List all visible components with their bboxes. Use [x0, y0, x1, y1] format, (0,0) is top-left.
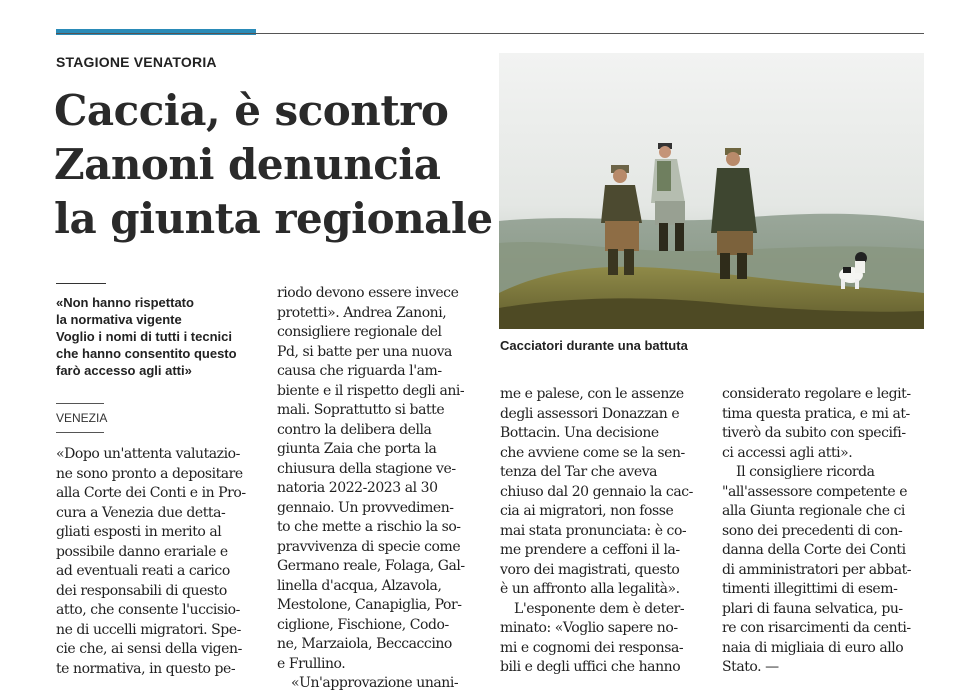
body-line: che avviene come se la sen-: [500, 444, 685, 461]
body-line: gliati esposti in merito al: [56, 524, 222, 540]
summary-line: «Non hanno rispettato: [56, 295, 194, 310]
body-line: degli assessori Donazzan e: [500, 405, 680, 422]
headline-line: Caccia, è scontro: [54, 86, 449, 135]
summary-rule: [56, 283, 106, 284]
body-line: contro la delibera della: [277, 421, 432, 438]
section-kicker: STAGIONE VENATORIA: [56, 54, 217, 70]
body-line: mali. Soprattutto si batte: [277, 402, 445, 418]
body-line: cia ai migratori, non fosse: [500, 503, 674, 519]
summary-line: farò accesso agli atti»: [56, 363, 192, 378]
headline-line: la giunta regionale: [54, 194, 493, 243]
body-line: mai stata pronunciata: è co-: [500, 522, 687, 539]
body-line: possibile danno erariale e: [56, 543, 228, 560]
body-line: "all'assessore competente e: [722, 483, 908, 500]
body-line: L'esponente dem è deter-: [514, 600, 685, 617]
body-line: ne di uccelli migratori. Spe-: [56, 621, 241, 638]
summary-line: la normativa vigente: [56, 312, 182, 327]
body-line: ciglione, Fischione, Codo-: [277, 616, 449, 633]
body-line: «Un'approvazione unani-: [291, 675, 459, 691]
body-line: natoria 2022-2023 al 30: [277, 480, 438, 496]
dateline-rule-bottom: [56, 432, 104, 433]
summary-block: [56, 294, 256, 379]
body-line: timenti illegittimi di esem-: [722, 581, 898, 597]
body-line: sono dei precedenti di con-: [722, 522, 903, 539]
body-line: bili e degli uffici che hanno: [500, 659, 681, 675]
headline-line: Zanoni denuncia: [54, 140, 441, 189]
body-line: Bottacin. Una decisione: [500, 425, 659, 441]
body-line: tenza del Tar che aveva: [500, 464, 658, 480]
body-line: alla Giunta regionale che ci: [722, 503, 905, 519]
body-line: plari di fauna selvatica, pu-: [722, 600, 903, 617]
body-line: te normativa, in questo pe-: [56, 660, 236, 677]
body-line: voro dei magistrati, questo: [500, 561, 680, 578]
body-line: consigliere regionale del: [277, 324, 442, 340]
body-line: cura a Venezia due detta-: [56, 504, 226, 521]
summary-line: che hanno consentito questo: [56, 346, 237, 361]
body-line: me prendere a ceffoni il la-: [500, 542, 680, 558]
body-line: danna della Corte dei Conti: [722, 542, 906, 558]
body-line: Mestolone, Canapiglia, Por-: [277, 597, 462, 613]
body-line: tiverò da subito con specifi-: [722, 425, 906, 441]
photo-caption: Cacciatori durante una battuta: [500, 338, 688, 353]
body-line: pravvivenza di specie come: [277, 538, 461, 555]
body-line: minato: «Voglio sapere no-: [500, 620, 678, 636]
body-line: biente e il rispetto degli ani-: [277, 382, 465, 399]
body-line: è un affronto alla legalità».: [500, 581, 680, 597]
body-line: di amministratori per abbat-: [722, 561, 912, 578]
body-line: ad eventuali reati a carico: [56, 563, 230, 579]
body-line: giunta Zaia che porta la: [277, 441, 437, 457]
body-column-2: [277, 284, 477, 694]
body-column-1: [56, 445, 256, 679]
hunters-photo: [499, 53, 924, 329]
body-line: mi e cognomi dei responsa-: [500, 639, 684, 656]
body-line: tima questa pratica, e mi at-: [722, 405, 910, 422]
body-line: me e palese, con le assenze: [500, 386, 684, 402]
section-accent-bar: [56, 29, 256, 35]
body-line: naia di migliaia di euro allo: [722, 639, 904, 656]
body-line: protetti». Andrea Zanoni,: [277, 304, 447, 321]
body-line: Germano reale, Folaga, Gal-: [277, 558, 465, 574]
body-line: atto, che consente l'uccisio-: [56, 602, 240, 618]
body-line: gennaio. Un provvedimen-: [277, 499, 454, 516]
body-line: to che mette a rischio la so-: [277, 519, 461, 535]
body-line: Il consigliere ricorda: [736, 464, 875, 480]
body-line: chiuso dal 20 gennaio la cac-: [500, 483, 693, 500]
dateline-rule-top: [56, 403, 104, 404]
body-line: ne, Marzaiola, Beccaccino: [277, 636, 452, 652]
body-line: Stato. —: [722, 659, 779, 675]
body-line: re con risarcimenti da centi-: [722, 620, 911, 636]
body-line: ne sono pronto a depositare: [56, 465, 243, 482]
body-line: «Dopo un'attenta valutazio-: [56, 446, 240, 462]
body-line: ci accessi agli atti».: [722, 444, 853, 461]
body-line: chiusura della stagione ve-: [277, 460, 456, 477]
body-line: dei responsabili di questo: [56, 582, 227, 599]
body-column-3: [500, 385, 700, 678]
summary-line: Voglio i nomi di tutti i tecnici: [56, 329, 232, 344]
body-line: e Frullino.: [277, 655, 346, 672]
body-line: Pd, si batte per una nuova: [277, 343, 452, 360]
body-line: considerato regolare e legit-: [722, 386, 911, 402]
body-line: causa che riguarda l'am-: [277, 363, 442, 379]
top-rule: [56, 33, 924, 34]
body-line: riodo devono essere invece: [277, 285, 459, 301]
dateline: VENEZIA: [56, 411, 108, 425]
headline: [54, 84, 494, 246]
body-line: cie che, ai sensi della vigen-: [56, 641, 242, 657]
body-line: alla Corte dei Conti e in Pro-: [56, 485, 246, 501]
body-line: linella d'acqua, Alzavola,: [277, 577, 442, 594]
body-column-4: [722, 385, 924, 678]
